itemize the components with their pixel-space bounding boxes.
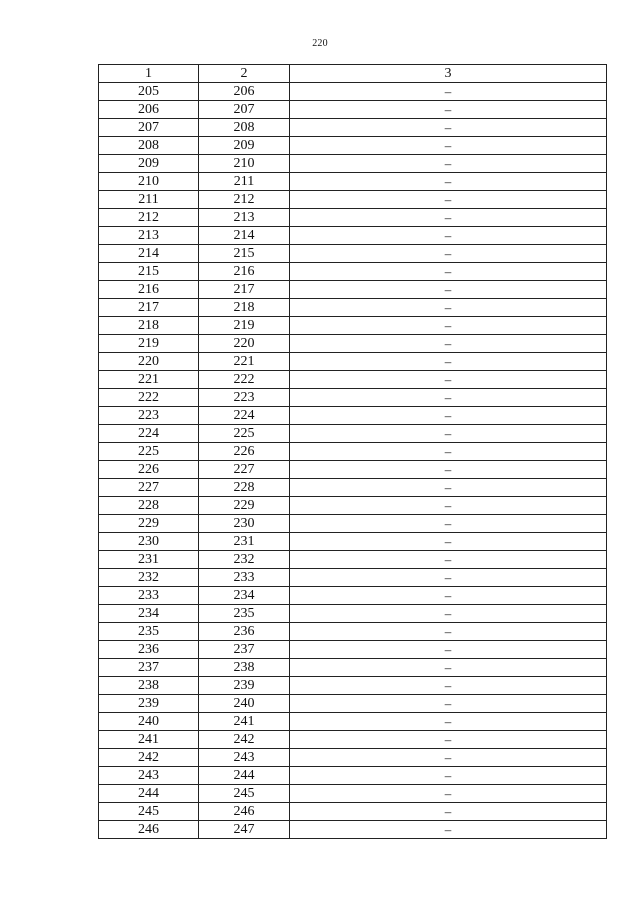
table-row (99, 209, 607, 227)
table-cell-col-3: – (290, 605, 607, 623)
column-header-3: 3 (290, 65, 607, 83)
table-cell-col-2: 236 (199, 623, 290, 641)
table-row (99, 731, 607, 749)
column-header-1: 1 (99, 65, 199, 83)
table-cell-col-3: – (290, 209, 607, 227)
table-row (99, 659, 607, 677)
table-row (99, 227, 607, 245)
table-row (99, 461, 607, 479)
table-cell-col-3: – (290, 299, 607, 317)
table-cell-col-2: 223 (199, 389, 290, 407)
table-cell-col-3: – (290, 443, 607, 461)
table-cell-col-3: – (290, 623, 607, 641)
table-cell-col-1: 212 (99, 209, 199, 227)
table-row (99, 191, 607, 209)
table-cell-col-2: 209 (199, 137, 290, 155)
table-row (99, 533, 607, 551)
table-row (99, 335, 607, 353)
table-cell-col-3: – (290, 389, 607, 407)
table-header-row (99, 65, 607, 83)
table-cell-col-2: 241 (199, 713, 290, 731)
table-row (99, 623, 607, 641)
table-cell-col-2: 238 (199, 659, 290, 677)
table-cell-col-2: 242 (199, 731, 290, 749)
table-cell-col-2: 222 (199, 371, 290, 389)
table-cell-col-1: 233 (99, 587, 199, 605)
table-cell-col-1: 209 (99, 155, 199, 173)
data-table (98, 64, 607, 839)
table-cell-col-2: 218 (199, 299, 290, 317)
table-row (99, 173, 607, 191)
table-cell-col-3: – (290, 83, 607, 101)
table-row (99, 119, 607, 137)
table-cell-col-3: – (290, 371, 607, 389)
table-cell-col-1: 238 (99, 677, 199, 695)
table-cell-col-2: 237 (199, 641, 290, 659)
table-cell-col-2: 235 (199, 605, 290, 623)
table-cell-col-3: – (290, 731, 607, 749)
table-row (99, 551, 607, 569)
table-row (99, 803, 607, 821)
table-cell-col-1: 231 (99, 551, 199, 569)
table-cell-col-2: 232 (199, 551, 290, 569)
table-cell-col-1: 229 (99, 515, 199, 533)
table-cell-col-3: – (290, 677, 607, 695)
table-cell-col-3: – (290, 569, 607, 587)
table-row (99, 695, 607, 713)
table-cell-col-3: – (290, 533, 607, 551)
table-cell-col-3: – (290, 353, 607, 371)
table-cell-col-3: – (290, 281, 607, 299)
table-row (99, 605, 607, 623)
table-cell-col-2: 213 (199, 209, 290, 227)
table-cell-col-1: 244 (99, 785, 199, 803)
table-cell-col-2: 207 (199, 101, 290, 119)
table-cell-col-1: 243 (99, 767, 199, 785)
table-row (99, 677, 607, 695)
table-cell-col-1: 226 (99, 461, 199, 479)
table-cell-col-1: 225 (99, 443, 199, 461)
table-cell-col-2: 247 (199, 821, 290, 839)
table-cell-col-3: – (290, 407, 607, 425)
table-row (99, 299, 607, 317)
table-cell-col-3: – (290, 659, 607, 677)
table-cell-col-2: 215 (199, 245, 290, 263)
table-header (99, 65, 607, 83)
table-cell-col-2: 226 (199, 443, 290, 461)
table-cell-col-1: 232 (99, 569, 199, 587)
table-cell-col-1: 234 (99, 605, 199, 623)
table-cell-col-2: 233 (199, 569, 290, 587)
table-cell-col-1: 207 (99, 119, 199, 137)
table-cell-col-1: 219 (99, 335, 199, 353)
table-cell-col-1: 205 (99, 83, 199, 101)
table-cell-col-1: 220 (99, 353, 199, 371)
table-cell-col-3: – (290, 227, 607, 245)
table-cell-col-1: 215 (99, 263, 199, 281)
table-cell-col-3: – (290, 821, 607, 839)
table-cell-col-2: 225 (199, 425, 290, 443)
table-cell-col-1: 228 (99, 497, 199, 515)
table-cell-col-2: 210 (199, 155, 290, 173)
table-cell-col-2: 221 (199, 353, 290, 371)
table-cell-col-3: – (290, 479, 607, 497)
table-cell-col-2: 227 (199, 461, 290, 479)
table-cell-col-1: 206 (99, 101, 199, 119)
table-row (99, 83, 607, 101)
table-cell-col-3: – (290, 587, 607, 605)
table-cell-col-3: – (290, 803, 607, 821)
table-row (99, 155, 607, 173)
table-cell-col-3: – (290, 191, 607, 209)
table-row (99, 515, 607, 533)
table-row (99, 479, 607, 497)
table-cell-col-1: 208 (99, 137, 199, 155)
table-cell-col-3: – (290, 317, 607, 335)
table-cell-col-1: 242 (99, 749, 199, 767)
table-cell-col-1: 236 (99, 641, 199, 659)
table-row (99, 497, 607, 515)
table-cell-col-2: 214 (199, 227, 290, 245)
table-cell-col-1: 211 (99, 191, 199, 209)
table-cell-col-1: 237 (99, 659, 199, 677)
table-row (99, 821, 607, 839)
table-cell-col-1: 213 (99, 227, 199, 245)
table-cell-col-2: 244 (199, 767, 290, 785)
table-row (99, 317, 607, 335)
table-cell-col-3: – (290, 497, 607, 515)
table-row (99, 137, 607, 155)
table-cell-col-3: – (290, 749, 607, 767)
table-row (99, 407, 607, 425)
table-row (99, 785, 607, 803)
table-cell-col-1: 223 (99, 407, 199, 425)
table-cell-col-3: – (290, 245, 607, 263)
table-cell-col-3: – (290, 173, 607, 191)
table-cell-col-2: 211 (199, 173, 290, 191)
table-cell-col-2: 246 (199, 803, 290, 821)
table-cell-col-2: 231 (199, 533, 290, 551)
table-cell-col-2: 224 (199, 407, 290, 425)
table-cell-col-2: 239 (199, 677, 290, 695)
table-cell-col-1: 240 (99, 713, 199, 731)
table-cell-col-3: – (290, 695, 607, 713)
table-cell-col-3: – (290, 641, 607, 659)
table-cell-col-3: – (290, 119, 607, 137)
table-cell-col-2: 230 (199, 515, 290, 533)
table-row (99, 767, 607, 785)
table-cell-col-2: 228 (199, 479, 290, 497)
table-cell-col-3: – (290, 713, 607, 731)
table-cell-col-2: 219 (199, 317, 290, 335)
table-row (99, 443, 607, 461)
table-cell-col-3: – (290, 551, 607, 569)
table-cell-col-1: 222 (99, 389, 199, 407)
table-cell-col-1: 227 (99, 479, 199, 497)
table-cell-col-3: – (290, 155, 607, 173)
table-cell-col-1: 230 (99, 533, 199, 551)
table-cell-col-2: 243 (199, 749, 290, 767)
table-cell-col-3: – (290, 101, 607, 119)
table-row (99, 281, 607, 299)
table-row (99, 263, 607, 281)
table-cell-col-1: 246 (99, 821, 199, 839)
table-cell-col-1: 239 (99, 695, 199, 713)
table-cell-col-3: – (290, 335, 607, 353)
table-cell-col-2: 216 (199, 263, 290, 281)
page-number: 220 (312, 38, 328, 49)
table-cell-col-1: 241 (99, 731, 199, 749)
table-cell-col-2: 245 (199, 785, 290, 803)
table-row (99, 587, 607, 605)
table-cell-col-3: – (290, 425, 607, 443)
table-row (99, 245, 607, 263)
table-cell-col-1: 214 (99, 245, 199, 263)
table-cell-col-1: 245 (99, 803, 199, 821)
table-cell-col-2: 217 (199, 281, 290, 299)
table-cell-col-1: 221 (99, 371, 199, 389)
table-cell-col-3: – (290, 137, 607, 155)
table-row (99, 371, 607, 389)
table-cell-col-3: – (290, 461, 607, 479)
table-cell-col-1: 235 (99, 623, 199, 641)
table-body (99, 83, 607, 839)
table-cell-col-2: 229 (199, 497, 290, 515)
table-cell-col-3: – (290, 515, 607, 533)
table-row (99, 641, 607, 659)
table-row (99, 569, 607, 587)
table-cell-col-1: 210 (99, 173, 199, 191)
table-cell-col-1: 217 (99, 299, 199, 317)
table-row (99, 353, 607, 371)
table-cell-col-3: – (290, 785, 607, 803)
table-cell-col-2: 240 (199, 695, 290, 713)
table-cell-col-2: 208 (199, 119, 290, 137)
column-header-2: 2 (199, 65, 290, 83)
table-cell-col-3: – (290, 263, 607, 281)
table-row (99, 713, 607, 731)
table-row (99, 425, 607, 443)
table-cell-col-3: – (290, 767, 607, 785)
table-cell-col-2: 234 (199, 587, 290, 605)
table-cell-col-2: 220 (199, 335, 290, 353)
table-cell-col-1: 216 (99, 281, 199, 299)
table-cell-col-1: 218 (99, 317, 199, 335)
table-cell-col-1: 224 (99, 425, 199, 443)
table-cell-col-2: 206 (199, 83, 290, 101)
table-row (99, 749, 607, 767)
table-row (99, 389, 607, 407)
table-cell-col-2: 212 (199, 191, 290, 209)
table-row (99, 101, 607, 119)
